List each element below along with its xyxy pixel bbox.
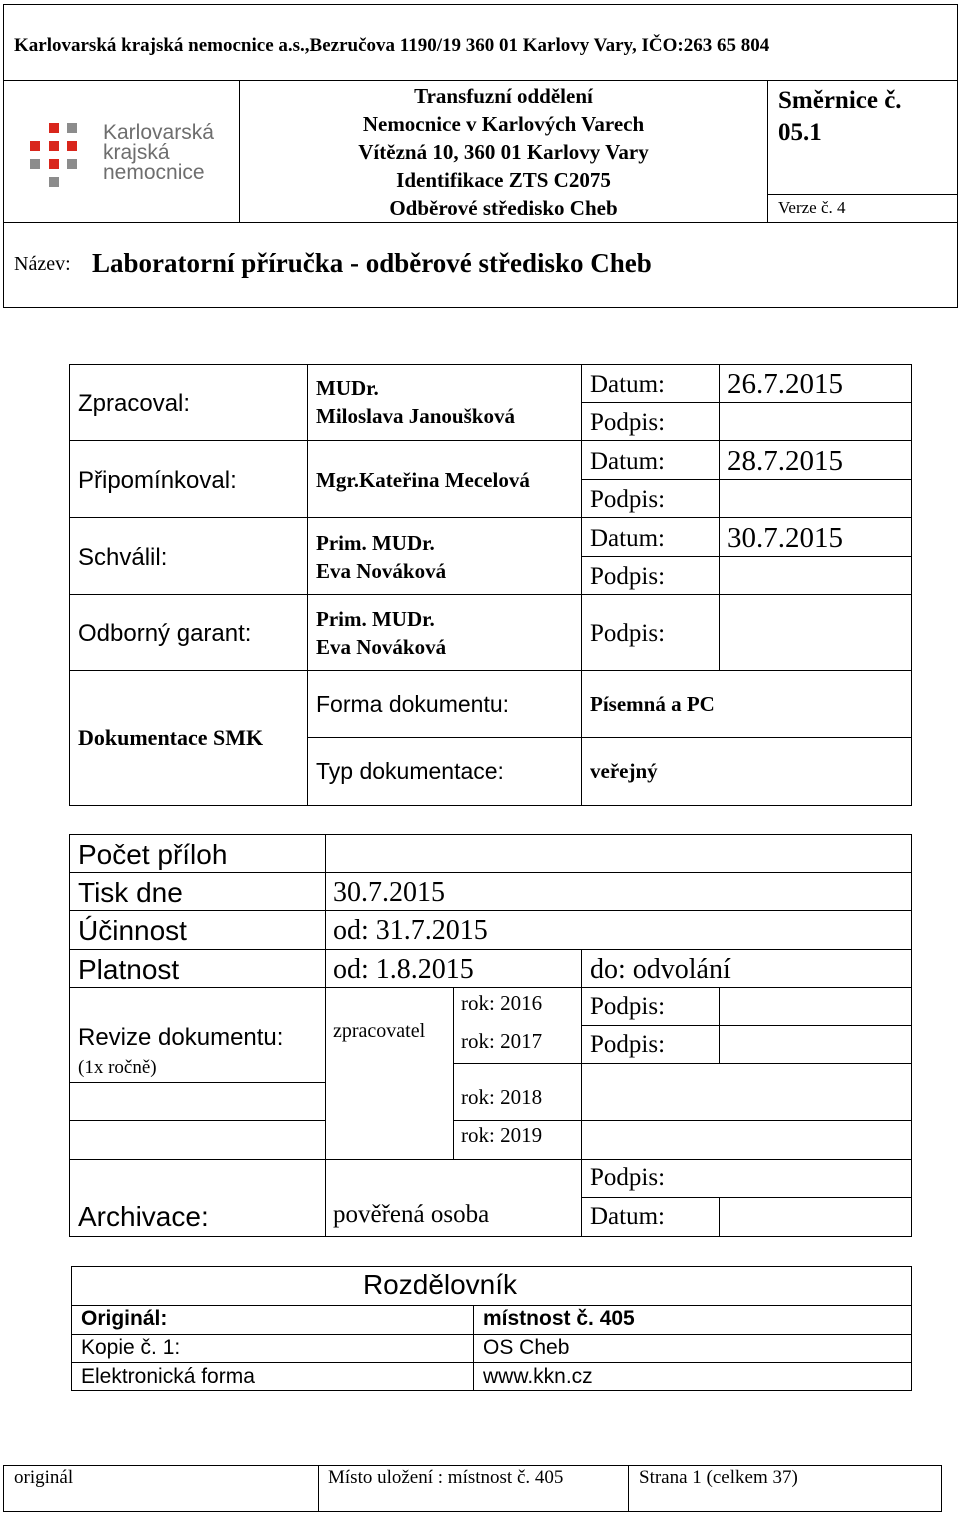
distribution-value: OS Cheb — [483, 1336, 570, 1359]
organization-line: Karlovarská krajská nemocnice a.s.,Bezručova 1190/19 360 01 Karlovy Vary, IČO:263 65 804 — [14, 35, 770, 56]
archive-signature-label: Podpis: — [590, 1164, 666, 1191]
directive-title: Směrnice č. — [778, 87, 902, 114]
type-label: Typ dokumentace: — [316, 758, 504, 784]
date-label: Datum: — [590, 448, 665, 475]
revision-responsible: zpracovatel — [333, 1020, 426, 1042]
distribution-label: Elektronická forma — [81, 1365, 255, 1388]
print-date-value: 30.7.2015 — [333, 877, 445, 908]
role-label: Připomínkoval: — [78, 467, 237, 494]
date-value: 26.7.2015 — [727, 368, 843, 400]
archive-label: Archivace: — [78, 1201, 209, 1232]
distribution-label: Kopie č. 1: — [81, 1336, 181, 1359]
footer-original: originál — [14, 1467, 74, 1488]
revision-year: rok: 2016 — [461, 991, 543, 1015]
department-line-5: Odběrové středisko Cheb — [389, 196, 618, 220]
date-value: 28.7.2015 — [727, 445, 843, 477]
distribution-title: Rozdělovník — [362, 1269, 518, 1300]
form-value: Písemná a PC — [590, 692, 715, 716]
logo-text-line-2: krajská — [103, 141, 170, 164]
distribution-value: místnost č. 405 — [483, 1307, 635, 1330]
person-title: MUDr. — [316, 376, 379, 400]
logo-text-line-3: nemocnice — [103, 161, 205, 184]
date-value: 30.7.2015 — [727, 522, 843, 554]
revision-label: Revize dokumentu: — [78, 1024, 284, 1051]
effective-label: Účinnost — [78, 915, 187, 946]
department-line-2: Nemocnice v Karlových Varech — [362, 112, 645, 136]
archive-responsible: pověřená osoba — [333, 1201, 490, 1228]
person-title: Prim. MUDr. — [316, 607, 435, 631]
distribution-label: Originál: — [81, 1307, 168, 1330]
revision-year: rok: 2017 — [461, 1029, 543, 1053]
signature-label: Podpis: — [590, 563, 666, 590]
date-label: Datum: — [590, 371, 665, 398]
print-date-label: Tisk dne — [78, 877, 183, 908]
validity-to: do: odvolání — [590, 954, 731, 985]
version-label: Verze č. 4 — [778, 198, 846, 217]
role-label: Zpracoval: — [78, 390, 191, 417]
signature-label: Podpis: — [590, 620, 666, 647]
role-label: Schválil: — [78, 544, 168, 571]
role-label: Odborný garant: — [78, 620, 252, 647]
revision-note: (1x ročně) — [78, 1057, 157, 1078]
revision-year: rok: 2018 — [461, 1085, 543, 1109]
signature-label: Podpis: — [590, 486, 666, 513]
archive-date-label: Datum: — [590, 1203, 665, 1230]
department-line-1: Transfuzní oddělení — [414, 84, 593, 108]
logo-text-line-1: Karlovarská — [103, 121, 214, 144]
effective-value: od: 31.7.2015 — [333, 915, 488, 946]
revision-signature-label: Podpis: — [590, 993, 666, 1020]
person-title: Prim. MUDr. — [316, 531, 435, 555]
footer-location: Místo uložení : místnost č. 405 — [328, 1467, 564, 1488]
person-name: Eva Nováková — [316, 559, 447, 583]
person-name: Miloslava Janoušková — [316, 404, 515, 428]
person-name: Eva Nováková — [316, 635, 447, 659]
document-name-label: Název: — [14, 253, 71, 275]
revision-signature-label: Podpis: — [590, 1031, 666, 1058]
department-line-4: Identifikace ZTS C2075 — [396, 168, 611, 192]
validity-label: Platnost — [78, 954, 180, 985]
person-name: Mgr.Kateřina Mecelová — [316, 468, 530, 492]
directive-number: 05.1 — [778, 119, 822, 146]
form-label: Forma dokumentu: — [316, 691, 510, 717]
distribution-value: www.kkn.cz — [483, 1365, 593, 1388]
smk-label: Dokumentace SMK — [78, 725, 264, 750]
attachments-label: Počet příloh — [78, 839, 228, 870]
validity-from: od: 1.8.2015 — [333, 954, 474, 985]
signature-label: Podpis: — [590, 409, 666, 436]
document-name: Laboratorní příručka - odběrové středisko Cheb — [92, 248, 652, 278]
department-line-3: Vítězná 10, 360 01 Karlovy Vary — [358, 140, 649, 164]
revision-year: rok: 2019 — [461, 1123, 543, 1147]
footer-page-number: Strana 1 (celkem 37) — [639, 1467, 798, 1488]
type-value: veřejný — [590, 759, 658, 783]
date-label: Datum: — [590, 525, 665, 552]
medical-cross-icon — [26, 118, 96, 188]
